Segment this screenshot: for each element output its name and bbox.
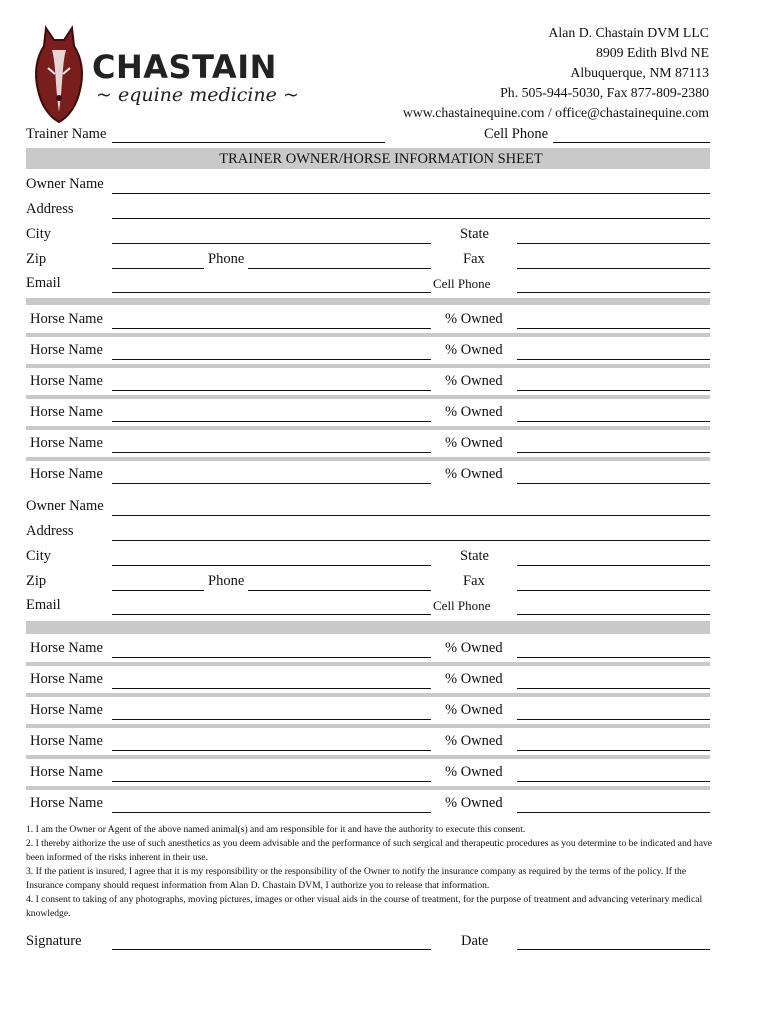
cell-phone-label: Cell Phone	[433, 276, 491, 291]
owned-label: % Owned	[445, 671, 503, 687]
state-field[interactable]	[517, 243, 710, 244]
email-field[interactable]	[112, 614, 431, 615]
horse-name-label: Horse Name	[30, 435, 103, 451]
consent-item-3: 3. If the patient is insured, I agree that it is my responsibility or the responsibility of the Owner to notify the insurance company as required by the terms of the policy. If the Insurance company should request information from Alan D. Chastain DVM, I authorize you to release that information.	[26, 866, 687, 891]
address-label: Address	[26, 523, 74, 539]
owned-field[interactable]	[517, 657, 710, 658]
owned-field[interactable]	[517, 750, 710, 751]
owned-field[interactable]	[517, 421, 710, 422]
address-field[interactable]	[112, 218, 710, 219]
row-divider	[26, 693, 710, 697]
address-line-1: Alan D. Chastain DVM LLC	[548, 25, 709, 40]
trainer-name-label: Trainer Name	[26, 126, 107, 142]
owned-label: % Owned	[445, 795, 503, 811]
section-divider	[26, 621, 710, 634]
state-field[interactable]	[517, 565, 710, 566]
horse-name-label: Horse Name	[30, 311, 103, 327]
owned-field[interactable]	[517, 483, 710, 484]
row-divider	[26, 755, 710, 759]
phone-label: Phone	[208, 251, 245, 267]
row-divider	[26, 662, 710, 666]
phone-label: Phone	[208, 573, 245, 589]
phone-field[interactable]	[248, 268, 431, 269]
horse-name-label: Horse Name	[30, 733, 103, 749]
horse-name-label: Horse Name	[30, 764, 103, 780]
consent-item-2: 2. I thereby aithorize the use of such anesthetics as you deem advisable and the performance of such sergical and therapeutic procedures as you determine to be indicated and have been informed of the risks inherent in their use.	[26, 838, 713, 863]
owned-label: % Owned	[445, 702, 503, 718]
state-label: State	[460, 548, 489, 564]
row-divider	[26, 333, 710, 337]
horse-name-field[interactable]	[112, 688, 431, 689]
zip-label: Zip	[26, 251, 47, 267]
zip-label: Zip	[26, 573, 47, 589]
state-label: State	[460, 226, 489, 242]
city-label: City	[26, 548, 51, 564]
owned-field[interactable]	[517, 452, 710, 453]
city-field[interactable]	[112, 243, 431, 244]
horse-name-field[interactable]	[112, 328, 431, 329]
row-divider	[26, 786, 710, 790]
date-field[interactable]	[517, 949, 710, 950]
row-divider	[26, 457, 710, 461]
horse-name-label: Horse Name	[30, 795, 103, 811]
email-field[interactable]	[112, 292, 431, 293]
email-label: Email	[26, 275, 61, 291]
owned-label: % Owned	[445, 342, 503, 358]
city-label: City	[26, 226, 51, 242]
horse-name-field[interactable]	[112, 719, 431, 720]
fax-label: Fax	[463, 251, 485, 267]
trainer-name-field[interactable]	[112, 142, 385, 143]
owned-label: % Owned	[445, 404, 503, 420]
owner-name-label: Owner Name	[26, 176, 104, 192]
horse-name-field[interactable]	[112, 452, 431, 453]
zip-field[interactable]	[112, 590, 204, 591]
brand-name: CHASTAIN	[92, 48, 277, 86]
horse-name-field[interactable]	[112, 812, 431, 813]
horse-name-field[interactable]	[112, 781, 431, 782]
owned-field[interactable]	[517, 688, 710, 689]
owner-name-field[interactable]	[112, 193, 710, 194]
address-label: Address	[26, 201, 74, 217]
row-divider	[26, 395, 710, 399]
owned-label: % Owned	[445, 733, 503, 749]
fax-label: Fax	[463, 573, 485, 589]
consent-item-4: 4. I consent to taking of any photographs, moving pictures, images or other visual aids in the course of treatment, for the purpose of treatment and advancing veterinary medical knowledge.	[26, 894, 703, 919]
horse-name-label: Horse Name	[30, 404, 103, 420]
owned-field[interactable]	[517, 812, 710, 813]
horse-name-field[interactable]	[112, 483, 431, 484]
trainer-cell-label: Cell Phone	[484, 126, 549, 142]
owned-label: % Owned	[445, 764, 503, 780]
row-divider	[26, 426, 710, 430]
owned-label: % Owned	[445, 311, 503, 327]
signature-label: Signature	[26, 933, 82, 949]
email-label: Email	[26, 597, 61, 613]
horse-name-label: Horse Name	[30, 702, 103, 718]
address-field[interactable]	[112, 540, 710, 541]
row-divider	[26, 364, 710, 368]
horse-name-label: Horse Name	[30, 466, 103, 482]
horse-name-label: Horse Name	[30, 373, 103, 389]
fax-field[interactable]	[517, 590, 710, 591]
zip-field[interactable]	[112, 268, 204, 269]
address-line-5: www.chastainequine.com / office@chastainequine.com	[402, 105, 709, 120]
owner-name-label: Owner Name	[26, 498, 104, 514]
logo	[28, 24, 299, 124]
cell-phone-label: Cell Phone	[433, 598, 491, 613]
brand-tagline: ~ equine medicine ~	[96, 84, 299, 106]
city-field[interactable]	[112, 565, 431, 566]
owned-field[interactable]	[517, 719, 710, 720]
owned-label: % Owned	[445, 640, 503, 656]
owned-field[interactable]	[517, 328, 710, 329]
horse-name-label: Horse Name	[30, 342, 103, 358]
owned-label: % Owned	[445, 435, 503, 451]
trainer-cell-field[interactable]	[553, 142, 710, 143]
horse-name-field[interactable]	[112, 421, 431, 422]
address-line-4: Ph. 505-944-5030, Fax 877-809-2380	[500, 85, 709, 100]
consent-text	[26, 823, 716, 921]
section-divider	[26, 298, 710, 305]
address-line-3: Albuquerque, NM 87113	[570, 65, 709, 80]
owned-label: % Owned	[445, 466, 503, 482]
cell-phone-field[interactable]	[517, 292, 710, 293]
cell-phone-field[interactable]	[517, 614, 710, 615]
owned-field[interactable]	[517, 390, 710, 391]
horse-name-label: Horse Name	[30, 640, 103, 656]
date-label: Date	[461, 933, 489, 949]
horse-name-field[interactable]	[112, 657, 431, 658]
address-line-2: 8909 Edith Blvd NE	[595, 45, 709, 60]
consent-item-1: 1. I am the Owner or Agent of the above named animal(s) and am responsible for it and have the authority to execute this consent.	[26, 824, 526, 835]
horse-name-field[interactable]	[112, 750, 431, 751]
horse-head-logo-icon	[28, 24, 90, 124]
horse-name-field[interactable]	[112, 390, 431, 391]
owned-label: % Owned	[445, 373, 503, 389]
phone-field[interactable]	[248, 590, 431, 591]
owned-field[interactable]	[517, 359, 710, 360]
horse-name-field[interactable]	[112, 359, 431, 360]
owned-field[interactable]	[517, 781, 710, 782]
fax-field[interactable]	[517, 268, 710, 269]
owner-name-field[interactable]	[112, 515, 710, 516]
page-title: TRAINER OWNER/HORSE INFORMATION SHEET	[219, 151, 543, 167]
signature-field[interactable]	[112, 949, 431, 950]
horse-name-label: Horse Name	[30, 671, 103, 687]
row-divider	[26, 724, 710, 728]
